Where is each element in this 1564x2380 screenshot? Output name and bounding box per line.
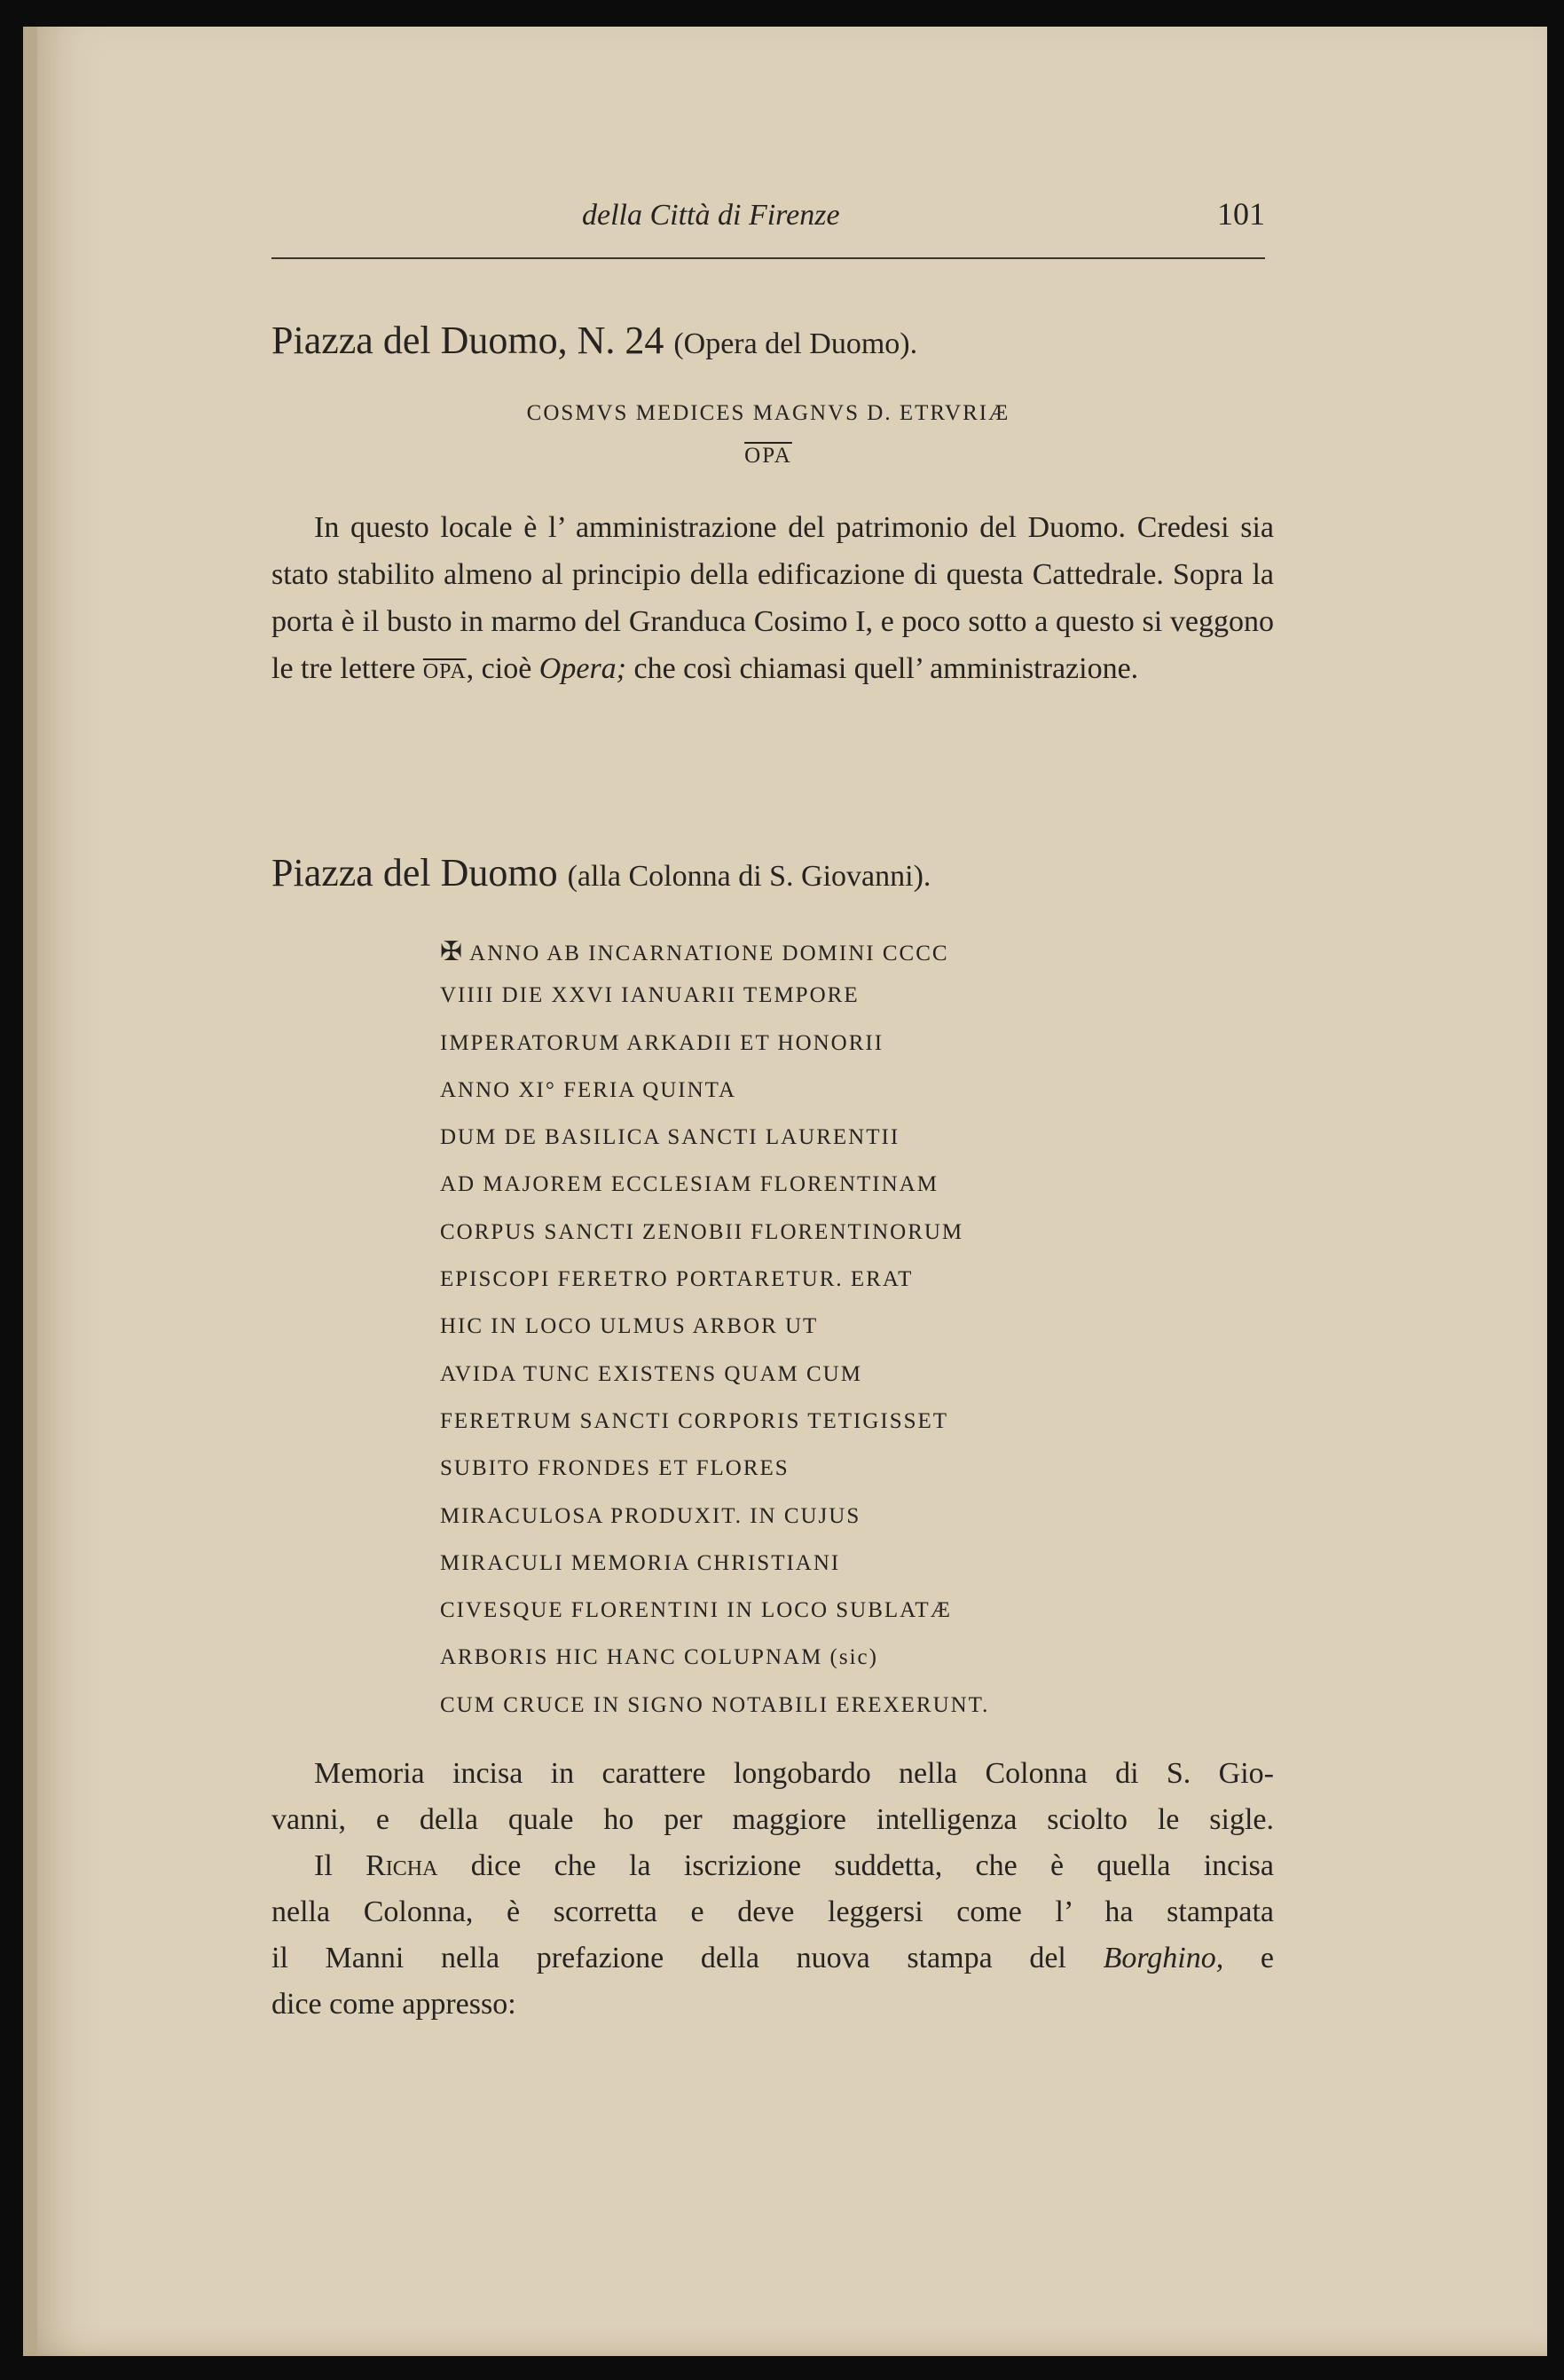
inscription-line: MIRACULI MEMORIA CHRISTIANI xyxy=(440,1550,841,1575)
author-name: Richa xyxy=(365,1849,438,1882)
opera-paragraph-text-b: , cioè xyxy=(466,652,532,685)
text-line: nella Colonna, è scorretta e deve leggersi come l’ ha stampata xyxy=(271,1895,1274,1928)
inscription-line: AVIDA TUNC EXISTENS QUAM CUM xyxy=(440,1361,862,1386)
text-line: Memoria incisa in carattere longobardo nella Colonna di S. Gio- xyxy=(314,1757,1274,1790)
page-gutter-shadow xyxy=(23,27,37,2356)
inscription-line: IMPERATORUM ARKADII ET HONORII xyxy=(440,1030,884,1055)
inscription-line: ARBORIS HIC HANC COLUPNAM (sic) xyxy=(440,1645,878,1670)
opa-abbreviation-inline: $\overline{OPA}$ xyxy=(422,660,467,683)
section2-heading-main: Piazza del Duomo xyxy=(271,851,558,894)
inscription-line: FERETRUM SANCTI CORPORIS TETIGISSET xyxy=(440,1408,949,1433)
inscription-line: HIC IN LOCO ULMUS ARBOR UT xyxy=(440,1314,819,1339)
inscription-line: CORPUS SANCTI ZENOBII FLORENTINORUM xyxy=(440,1219,964,1244)
section2-heading-paren: (alla Colonna di S. Giovanni). xyxy=(567,860,931,893)
inscription-line: MIRACULOSA PRODUXIT. IN CUJUS xyxy=(440,1503,861,1528)
inscription-line: CUM CRUCE IN SIGNO NOTABILI EREXERUNT. xyxy=(440,1692,990,1717)
section2-heading xyxy=(271,850,931,895)
text-line: dice come appresso: xyxy=(271,1988,516,2021)
cross-icon: ✠ xyxy=(440,937,465,966)
inscription-line: ✠ ANNO AB INCARNATIONE DOMINI CCCC xyxy=(440,937,949,966)
column-inscription xyxy=(440,936,1238,1740)
inscription-line: SUBITO FRONDES ET FLORES xyxy=(440,1456,790,1481)
inscription-line: CIVESQUE FLORENTINI IN LOCO SUBLATÆ xyxy=(440,1598,952,1623)
inscription-line: AD MAJOREM ECCLESIAM FLORENTINAM xyxy=(440,1172,939,1197)
inscription-line: EPISCOPI FERETRO PORTARETUR. ERAT xyxy=(440,1267,914,1292)
running-title: della Città di Firenze xyxy=(582,199,840,232)
section1-heading-paren: (Opera del Duomo). xyxy=(673,327,918,360)
opera-paragraph-text-c: che così chiamasi quell’ amministrazione. xyxy=(633,652,1139,685)
inscription-line: DUM DE BASILICA SANCTI LAURENTII xyxy=(440,1125,900,1150)
inscription-line: VIIII DIE XXVI IANUARII TEMPORE xyxy=(440,983,860,1008)
inscription-line: ANNO XI° FERIA QUINTA xyxy=(440,1077,737,1102)
book-title: Borghino, xyxy=(1103,1942,1224,1974)
cosimo-inscription-line1: COSMVS MEDICES MAGNVS D. ETRVRIÆ xyxy=(526,401,1010,425)
text-line: Il Richa dice che la iscrizione suddetta, che è quella incisa xyxy=(314,1849,1275,1882)
opa-abbreviation: $\overline{OPA}$ xyxy=(744,444,792,468)
page-number: 101 xyxy=(1217,196,1265,232)
commentary xyxy=(271,1757,1274,2034)
section1-heading xyxy=(271,318,917,363)
text-line: vanni, e della quale ho per maggiore intelligenza sciolto le sigle. xyxy=(271,1803,1274,1836)
running-head xyxy=(271,195,1265,259)
section1-heading-main: Piazza del Duomo, N. 24 xyxy=(271,319,664,362)
opera-paragraph-text-a: In questo locale è l’ amministrazione del patrimonio del Duomo. Credesi sia stato stabilito almeno al principio della edificazione di questa Cattedrale. Sopra la porta è il busto in marmo del Granduca Cosimo I, e poco sotto a questo si veggono le tre lettere xyxy=(271,511,1274,685)
opera-paragraph xyxy=(271,504,1274,696)
book-page xyxy=(23,27,1547,2356)
text-line: il Manni nella prefazione della nuova stampa del Borghino, e xyxy=(271,1942,1275,1974)
cosimo-inscription-line2 xyxy=(271,444,1265,469)
opera-paragraph-italic: Opera; xyxy=(538,652,626,685)
